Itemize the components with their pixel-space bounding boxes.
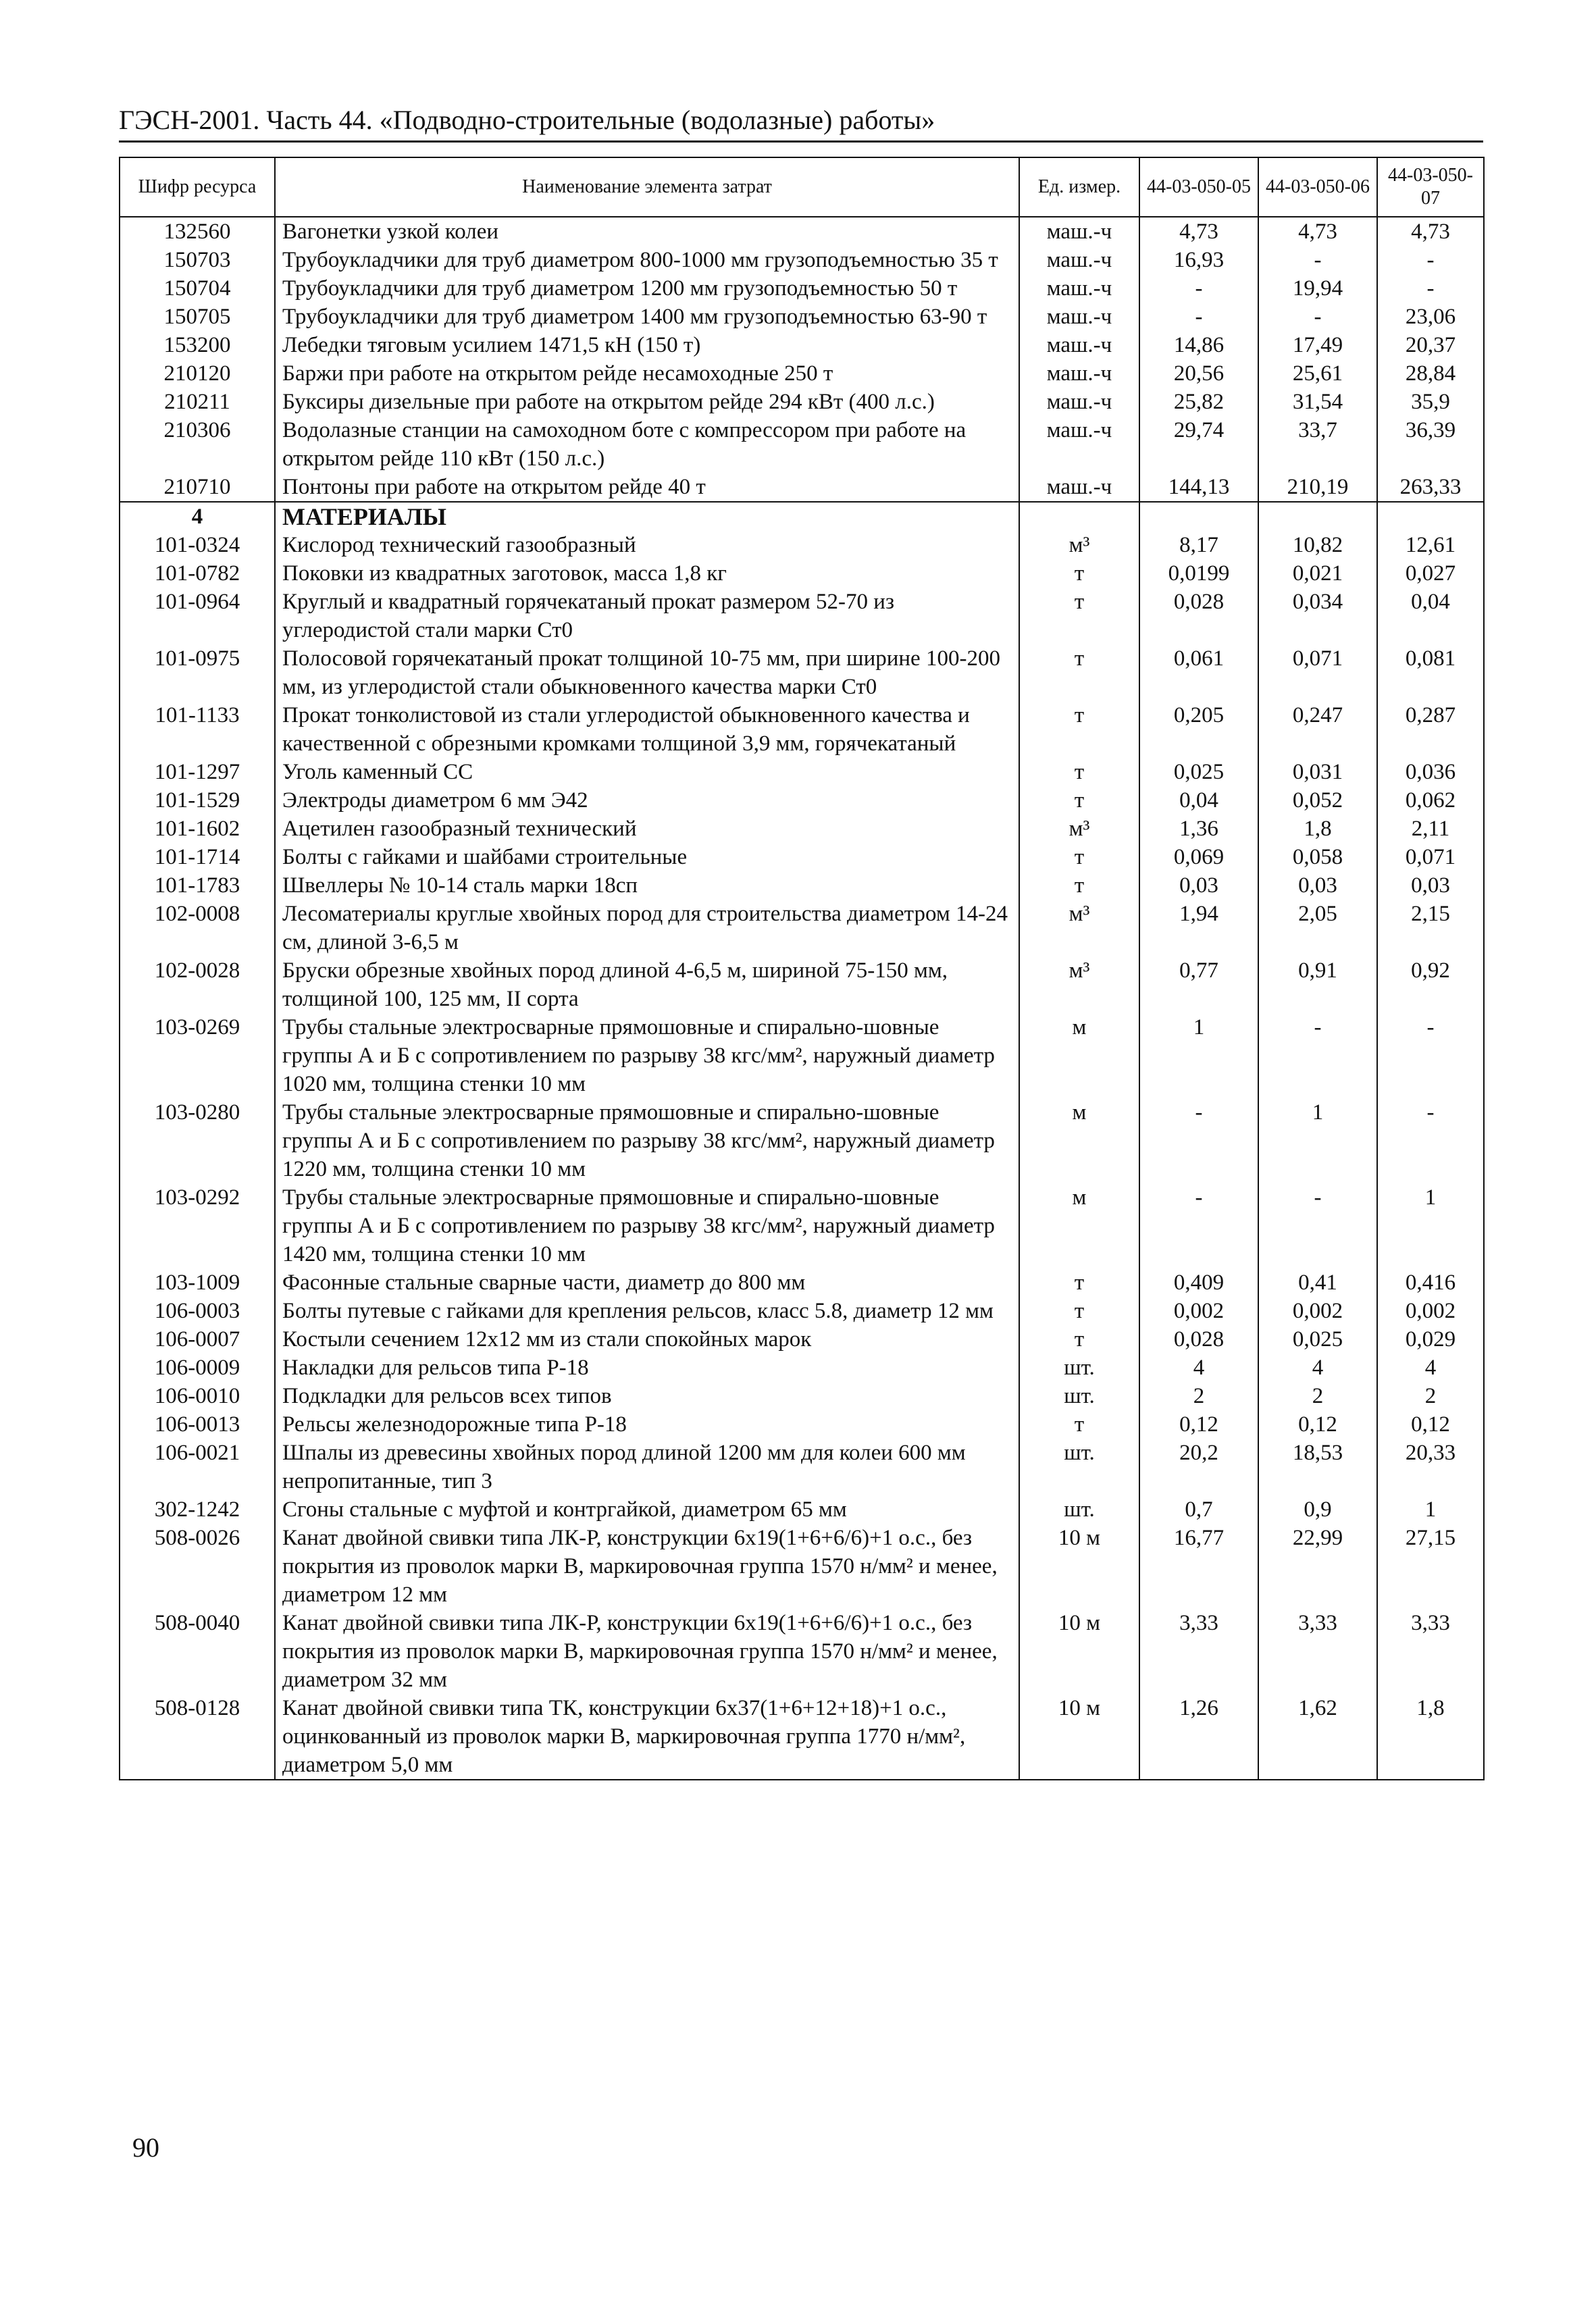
cell-v3: 3,33 — [1377, 1609, 1484, 1694]
cell-name: Бруски обрезные хвойных пород длиной 4-6,5 м, шириной 75-150 мм, толщиной 100, 125 мм, II сорта — [275, 956, 1019, 1013]
cell-name: Баржи при работе на открытом рейде несамоходные 250 т — [275, 359, 1019, 388]
cell-v3: 4,73 — [1377, 217, 1484, 246]
cell-unit: шт. — [1019, 1382, 1139, 1410]
cell-v1: 0,061 — [1139, 644, 1258, 701]
table-row — [120, 1524, 1484, 1609]
cell-v1: - — [1139, 1098, 1258, 1183]
table-row — [120, 843, 1484, 871]
cell-v3: 27,15 — [1377, 1524, 1484, 1609]
cell-code: 101-0975 — [120, 644, 275, 701]
table-row — [120, 1354, 1484, 1382]
cell-code: 508-0026 — [120, 1524, 275, 1609]
cell-v2: 0,052 — [1258, 786, 1377, 815]
cell-v2: 0,91 — [1258, 956, 1377, 1013]
cell-unit: т — [1019, 701, 1139, 758]
table-row — [120, 644, 1484, 701]
cell-v2: 4,73 — [1258, 217, 1377, 246]
cell-code: 150704 — [120, 274, 275, 303]
cell-v3: - — [1377, 1013, 1484, 1098]
table-row — [120, 1013, 1484, 1098]
cell-v1: 3,33 — [1139, 1609, 1258, 1694]
cell-v2: 1,62 — [1258, 1694, 1377, 1780]
cell-code: 153200 — [120, 331, 275, 359]
cell-v2: 4 — [1258, 1354, 1377, 1382]
cell-v1: 0,069 — [1139, 843, 1258, 871]
cell-name: Канат двойной свивки типа ЛК-Р, конструкции 6х19(1+6+6/6)+1 о.с., без покрытия из проволок марки В, маркировочная группа 1570 н/мм² и менее, диаметром 12 мм — [275, 1524, 1019, 1609]
cell-unit: маш.-ч — [1019, 416, 1139, 473]
cell-name: Ацетилен газообразный технический — [275, 815, 1019, 843]
cell-v2: 0,002 — [1258, 1297, 1377, 1325]
cell-v1: 0,7 — [1139, 1495, 1258, 1524]
cell-name: Рельсы железнодорожные типа Р-18 — [275, 1410, 1019, 1439]
cell-name: Швеллеры № 10-14 сталь марки 18сп — [275, 871, 1019, 900]
cell-v2: - — [1258, 1013, 1377, 1098]
cell-v3: 0,04 — [1377, 588, 1484, 644]
table-row — [120, 1382, 1484, 1410]
cell-v3: 23,06 — [1377, 303, 1484, 331]
table-row — [120, 871, 1484, 900]
cell-code: 102-0008 — [120, 900, 275, 956]
cell-v2: 0,021 — [1258, 559, 1377, 588]
cell-code: 150703 — [120, 246, 275, 274]
cell-v1: 14,86 — [1139, 331, 1258, 359]
cell-v2: 33,7 — [1258, 416, 1377, 473]
cell-v2: 0,034 — [1258, 588, 1377, 644]
cell-v3: 20,37 — [1377, 331, 1484, 359]
cell-unit: т — [1019, 1325, 1139, 1354]
cell-v2: 0,031 — [1258, 758, 1377, 786]
cell-code: 106-0021 — [120, 1439, 275, 1495]
cell-name: Канат двойной свивки типа ЛК-Р, конструкции 6х19(1+6+6/6)+1 о.с., без покрытия из проволок марки В, маркировочная группа 1570 н/мм² и менее, диаметром 32 мм — [275, 1609, 1019, 1694]
cell-v2: 1,8 — [1258, 815, 1377, 843]
cell-code: 106-0010 — [120, 1382, 275, 1410]
cell-v3: 2,11 — [1377, 815, 1484, 843]
cell-v2: - — [1258, 246, 1377, 274]
cell-v1: 1,94 — [1139, 900, 1258, 956]
cell-unit: т — [1019, 1268, 1139, 1297]
cell-v1: 1,26 — [1139, 1694, 1258, 1780]
cell-name: Подкладки для рельсов всех типов — [275, 1382, 1019, 1410]
table-row — [120, 786, 1484, 815]
cell-v1: 8,17 — [1139, 531, 1258, 559]
cell-v3: 0,03 — [1377, 871, 1484, 900]
table-body — [120, 217, 1484, 1780]
cell-code: 132560 — [120, 217, 275, 246]
cell-v3: 20,33 — [1377, 1439, 1484, 1495]
cell-v1: 0,205 — [1139, 701, 1258, 758]
page-header: ГЭСН-2001. Часть 44. «Подводно-строительные (водолазные) работы» — [119, 101, 1483, 143]
cell-v1: 4 — [1139, 1354, 1258, 1382]
cell-v3: - — [1377, 1098, 1484, 1183]
cell-v1 — [1139, 502, 1258, 531]
table-row — [120, 1439, 1484, 1495]
cell-v1: 16,93 — [1139, 246, 1258, 274]
cell-code: 101-1133 — [120, 701, 275, 758]
cell-name: Водолазные станции на самоходном боте с компрессором при работе на открытом рейде 110 кВт (150 л.с.) — [275, 416, 1019, 473]
cell-unit: 10 м — [1019, 1609, 1139, 1694]
table-row — [120, 701, 1484, 758]
cell-code: 4 — [120, 502, 275, 531]
table-row — [120, 473, 1484, 502]
cell-name: Электроды диаметром 6 мм Э42 — [275, 786, 1019, 815]
cell-unit: м³ — [1019, 815, 1139, 843]
cell-code: 101-0782 — [120, 559, 275, 588]
cell-v1: 0,77 — [1139, 956, 1258, 1013]
cell-v3: 2 — [1377, 1382, 1484, 1410]
cell-unit: т — [1019, 758, 1139, 786]
cell-code: 103-0280 — [120, 1098, 275, 1183]
table-header-row — [120, 157, 1484, 217]
cell-v1: 0,03 — [1139, 871, 1258, 900]
cell-v2: 31,54 — [1258, 388, 1377, 416]
table-row — [120, 815, 1484, 843]
cell-code: 101-1714 — [120, 843, 275, 871]
cell-v3: 1 — [1377, 1183, 1484, 1268]
cell-v1: 20,2 — [1139, 1439, 1258, 1495]
cell-unit: маш.-ч — [1019, 303, 1139, 331]
cell-v2: 0,41 — [1258, 1268, 1377, 1297]
cell-v2: 1 — [1258, 1098, 1377, 1183]
cell-name: Прокат тонколистовой из стали углеродистой обыкновенного качества и качественной с обрезными кромками толщиной 3,9 мм, горячекатаный — [275, 701, 1019, 758]
cell-v2: 19,94 — [1258, 274, 1377, 303]
cell-unit: т — [1019, 871, 1139, 900]
table-row — [120, 217, 1484, 246]
cell-code: 101-1297 — [120, 758, 275, 786]
cell-v2: 10,82 — [1258, 531, 1377, 559]
cell-code: 102-0028 — [120, 956, 275, 1013]
cell-unit: м³ — [1019, 531, 1139, 559]
cell-code: 210211 — [120, 388, 275, 416]
cell-name: Трубоукладчики для труб диаметром 800-1000 мм грузоподъемностью 35 т — [275, 246, 1019, 274]
table-row — [120, 956, 1484, 1013]
table-row — [120, 1268, 1484, 1297]
table-row — [120, 1410, 1484, 1439]
cell-code: 150705 — [120, 303, 275, 331]
cell-unit: т — [1019, 559, 1139, 588]
col-header-v1: 44-03-050-05 — [1139, 157, 1258, 217]
col-header-code: Шифр ресурса — [120, 157, 275, 217]
table-row — [120, 531, 1484, 559]
cell-v3: 0,029 — [1377, 1325, 1484, 1354]
cell-v3: 0,081 — [1377, 644, 1484, 701]
cell-name: Болты путевые с гайками для крепления рельсов, класс 5.8, диаметр 12 мм — [275, 1297, 1019, 1325]
cell-v3: 12,61 — [1377, 531, 1484, 559]
cell-name: Кислород технический газообразный — [275, 531, 1019, 559]
table-row — [120, 246, 1484, 274]
col-header-v2: 44-03-050-06 — [1258, 157, 1377, 217]
cell-unit: м — [1019, 1098, 1139, 1183]
table-row — [120, 1609, 1484, 1694]
cell-name: Уголь каменный СС — [275, 758, 1019, 786]
cell-v2: 0,058 — [1258, 843, 1377, 871]
cell-v3: 0,287 — [1377, 701, 1484, 758]
cell-v3: 0,416 — [1377, 1268, 1484, 1297]
cell-v1: - — [1139, 1183, 1258, 1268]
cell-code: 106-0007 — [120, 1325, 275, 1354]
cell-unit: м³ — [1019, 956, 1139, 1013]
cell-unit: маш.-ч — [1019, 274, 1139, 303]
cell-v1: 0,409 — [1139, 1268, 1258, 1297]
cell-unit: т — [1019, 588, 1139, 644]
table-row — [120, 303, 1484, 331]
cell-name: Болты с гайками и шайбами строительные — [275, 843, 1019, 871]
cell-name: Сгоны стальные с муфтой и контргайкой, диаметром 65 мм — [275, 1495, 1019, 1524]
table-row — [120, 1694, 1484, 1780]
cell-unit: маш.-ч — [1019, 473, 1139, 502]
cell-v1: 29,74 — [1139, 416, 1258, 473]
cell-unit: т — [1019, 843, 1139, 871]
cell-name: Понтоны при работе на открытом рейде 40 т — [275, 473, 1019, 502]
col-header-unit: Ед. измер. — [1019, 157, 1139, 217]
cell-unit: 10 м — [1019, 1524, 1139, 1609]
cell-unit: маш.-ч — [1019, 331, 1139, 359]
cell-unit: м — [1019, 1013, 1139, 1098]
cell-code: 101-1602 — [120, 815, 275, 843]
cell-v2: 22,99 — [1258, 1524, 1377, 1609]
cell-name: Фасонные стальные сварные части, диаметр до 800 мм — [275, 1268, 1019, 1297]
cell-unit: м³ — [1019, 900, 1139, 956]
cell-v3: - — [1377, 274, 1484, 303]
cell-name: Трубоукладчики для труб диаметром 1400 мм грузоподъемностью 63-90 т — [275, 303, 1019, 331]
table-row — [120, 1495, 1484, 1524]
cell-code: 106-0003 — [120, 1297, 275, 1325]
cell-v3: 35,9 — [1377, 388, 1484, 416]
cell-v3 — [1377, 502, 1484, 531]
cell-v1: - — [1139, 303, 1258, 331]
cell-code: 106-0013 — [120, 1410, 275, 1439]
cell-code: 101-0964 — [120, 588, 275, 644]
cell-name: Лесоматериалы круглые хвойных пород для строительства диаметром 14-24 см, длиной 3-6,5 м — [275, 900, 1019, 956]
cell-v1: 0,12 — [1139, 1410, 1258, 1439]
cell-v3: 36,39 — [1377, 416, 1484, 473]
cell-name: Канат двойной свивки типа ТК, конструкции 6х37(1+6+12+18)+1 о.с., оцинкованный из проволок марки В, маркировочная группа 1770 н/мм², диаметром 5,0 мм — [275, 1694, 1019, 1780]
cell-v3: 0,12 — [1377, 1410, 1484, 1439]
cell-name: Буксиры дизельные при работе на открытом рейде 294 кВт (400 л.с.) — [275, 388, 1019, 416]
table-row — [120, 900, 1484, 956]
table-row — [120, 1098, 1484, 1183]
cell-v1: 1 — [1139, 1013, 1258, 1098]
cell-v1: 0,0199 — [1139, 559, 1258, 588]
cell-unit: т — [1019, 786, 1139, 815]
cell-name: Накладки для рельсов типа Р-18 — [275, 1354, 1019, 1382]
cell-unit: маш.-ч — [1019, 359, 1139, 388]
cell-v2: 0,071 — [1258, 644, 1377, 701]
cell-name: Круглый и квадратный горячекатаный прокат размером 52-70 из углеродистой стали марки Ст0 — [275, 588, 1019, 644]
cell-v2: 0,9 — [1258, 1495, 1377, 1524]
cell-v3: 1,8 — [1377, 1694, 1484, 1780]
page-number: 90 — [132, 2132, 159, 2163]
cell-name: Трубы стальные электросварные прямошовные и спирально-шовные группы А и Б с сопротивлением по разрыву 38 кгс/мм², наружный диаметр 1020 мм, толщина стенки 10 мм — [275, 1013, 1019, 1098]
cell-unit: маш.-ч — [1019, 217, 1139, 246]
cell-v3: 2,15 — [1377, 900, 1484, 956]
cell-unit: маш.-ч — [1019, 246, 1139, 274]
cell-v3: 0,002 — [1377, 1297, 1484, 1325]
cell-v2: 2,05 — [1258, 900, 1377, 956]
cell-v2: 0,247 — [1258, 701, 1377, 758]
col-header-name: Наименование элемента затрат — [275, 157, 1019, 217]
cell-unit: т — [1019, 1297, 1139, 1325]
table-row — [120, 1325, 1484, 1354]
table-row — [120, 1297, 1484, 1325]
cell-v1: 0,028 — [1139, 1325, 1258, 1354]
cell-v1: 0,028 — [1139, 588, 1258, 644]
cell-code: 302-1242 — [120, 1495, 275, 1524]
cell-code: 508-0040 — [120, 1609, 275, 1694]
table-row — [120, 1183, 1484, 1268]
col-header-v3: 44-03-050-07 — [1377, 157, 1484, 217]
cell-code: 103-0292 — [120, 1183, 275, 1268]
cell-v3: 0,92 — [1377, 956, 1484, 1013]
table-row — [120, 388, 1484, 416]
table-row — [120, 274, 1484, 303]
table-row — [120, 331, 1484, 359]
cell-v1: 4,73 — [1139, 217, 1258, 246]
cell-v2 — [1258, 502, 1377, 531]
cell-v1: 2 — [1139, 1382, 1258, 1410]
cell-v1: 1,36 — [1139, 815, 1258, 843]
cell-v3: 263,33 — [1377, 473, 1484, 502]
cell-v1: 0,002 — [1139, 1297, 1258, 1325]
cell-v3: 0,071 — [1377, 843, 1484, 871]
cell-v2: 18,53 — [1258, 1439, 1377, 1495]
cell-code: 101-1529 — [120, 786, 275, 815]
cell-unit: шт. — [1019, 1354, 1139, 1382]
cell-v2: 210,19 — [1258, 473, 1377, 502]
table-row — [120, 588, 1484, 644]
cell-code: 103-0269 — [120, 1013, 275, 1098]
table-row — [120, 359, 1484, 388]
cell-code: 210120 — [120, 359, 275, 388]
cell-v3: 1 — [1377, 1495, 1484, 1524]
cell-v1: 20,56 — [1139, 359, 1258, 388]
cell-v2: 0,03 — [1258, 871, 1377, 900]
cell-v2: - — [1258, 1183, 1377, 1268]
cell-v1: 144,13 — [1139, 473, 1258, 502]
section-row — [120, 502, 1484, 531]
cell-name: Поковки из квадратных заготовок, масса 1,8 кг — [275, 559, 1019, 588]
resource-table — [119, 157, 1485, 1780]
cell-unit: т — [1019, 1410, 1139, 1439]
cell-unit: 10 м — [1019, 1694, 1139, 1780]
cell-code: 210710 — [120, 473, 275, 502]
cell-unit: шт. — [1019, 1439, 1139, 1495]
cell-code: 106-0009 — [120, 1354, 275, 1382]
cell-v2: 2 — [1258, 1382, 1377, 1410]
cell-name: МАТЕРИАЛЫ — [275, 502, 1019, 531]
cell-code: 210306 — [120, 416, 275, 473]
cell-code: 103-1009 — [120, 1268, 275, 1297]
cell-v3: 0,062 — [1377, 786, 1484, 815]
cell-unit: шт. — [1019, 1495, 1139, 1524]
cell-unit: т — [1019, 644, 1139, 701]
cell-code: 508-0128 — [120, 1694, 275, 1780]
cell-code: 101-1783 — [120, 871, 275, 900]
cell-name: Трубы стальные электросварные прямошовные и спирально-шовные группы А и Б с сопротивлением по разрыву 38 кгс/мм², наружный диаметр 1420 мм, толщина стенки 10 мм — [275, 1183, 1019, 1268]
cell-unit: м — [1019, 1183, 1139, 1268]
cell-v2: 3,33 — [1258, 1609, 1377, 1694]
cell-v1: 0,025 — [1139, 758, 1258, 786]
table-row — [120, 559, 1484, 588]
cell-name: Трубы стальные электросварные прямошовные и спирально-шовные группы А и Б с сопротивлением по разрыву 38 кгс/мм², наружный диаметр 1220 мм, толщина стенки 10 мм — [275, 1098, 1019, 1183]
cell-v3: 0,027 — [1377, 559, 1484, 588]
cell-code: 101-0324 — [120, 531, 275, 559]
cell-v3: - — [1377, 246, 1484, 274]
table-row — [120, 758, 1484, 786]
cell-v2: 0,12 — [1258, 1410, 1377, 1439]
cell-v2: - — [1258, 303, 1377, 331]
cell-v3: 0,036 — [1377, 758, 1484, 786]
cell-name: Лебедки тяговым усилием 1471,5 кН (150 т) — [275, 331, 1019, 359]
cell-name: Шпалы из древесины хвойных пород длиной 1200 мм для колеи 600 мм непропитанные, тип 3 — [275, 1439, 1019, 1495]
cell-v1: 0,04 — [1139, 786, 1258, 815]
cell-v3: 4 — [1377, 1354, 1484, 1382]
cell-v1: 16,77 — [1139, 1524, 1258, 1609]
cell-unit — [1019, 502, 1139, 531]
cell-name: Костыли сечением 12х12 мм из стали спокойных марок — [275, 1325, 1019, 1354]
cell-v1: 25,82 — [1139, 388, 1258, 416]
cell-v2: 25,61 — [1258, 359, 1377, 388]
cell-v2: 17,49 — [1258, 331, 1377, 359]
cell-unit: маш.-ч — [1019, 388, 1139, 416]
cell-name: Вагонетки узкой колеи — [275, 217, 1019, 246]
cell-v1: - — [1139, 274, 1258, 303]
cell-name: Трубоукладчики для труб диаметром 1200 мм грузоподъемностью 50 т — [275, 274, 1019, 303]
cell-v3: 28,84 — [1377, 359, 1484, 388]
table-row — [120, 416, 1484, 473]
cell-v2: 0,025 — [1258, 1325, 1377, 1354]
cell-name: Полосовой горячекатаный прокат толщиной 10-75 мм, при ширине 100-200 мм, из углеродистой стали обыкновенного качества марки Ст0 — [275, 644, 1019, 701]
